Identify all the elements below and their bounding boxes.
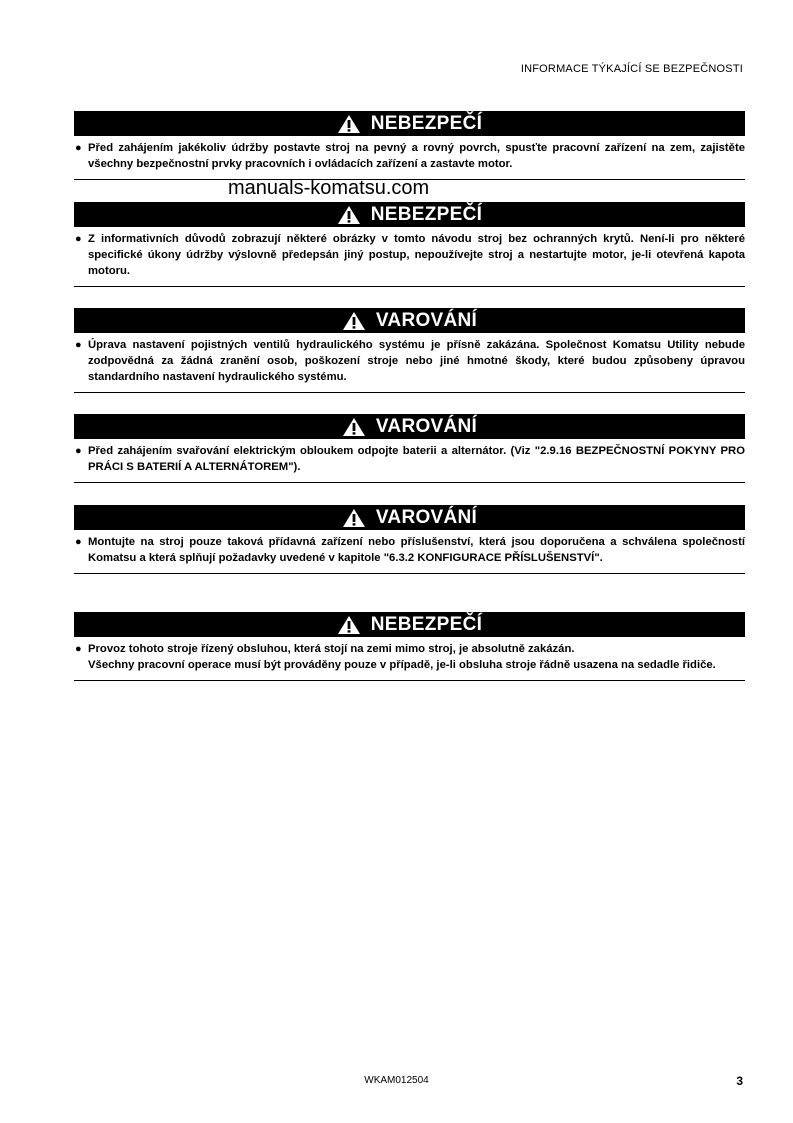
- list-item: [74, 140, 745, 172]
- notice-title: VAROVÁNÍ: [375, 310, 478, 331]
- notice-text: Z informativních důvodů zobrazují některé obrázky v tomto návodu stroj bez ochranných krytů. Není-li pro některé specifické úkony údržby výslovně předepsán jiný postup, nepoužívejte stroj a nestartujte motor, je-li otevřená kapota motoru.: [88, 233, 745, 277]
- notice-title: VAROVÁNÍ: [375, 507, 478, 528]
- notice-text: Montujte na stroj pouze taková přídavná zařízení nebo příslušenství, která jsou doporučena a schválena společností Komatsu a která splňují požadavky uvedené v kapitole "6.3.2 KONFIGURACE PŘÍSLUŠENSTVÍ".: [88, 536, 745, 564]
- bullet-icon: ●: [75, 339, 82, 351]
- warning-triangle-icon: [342, 417, 366, 437]
- safety-notice-warning-3: [74, 505, 745, 574]
- notice-text: Všechny pracovní operace musí být prováděny pouze v případě, je-li obsluha stroje řádně usazena na sedadle řidiče.: [88, 659, 716, 671]
- warning-triangle-icon: [342, 508, 366, 528]
- safety-notice-warning-1: [74, 308, 745, 393]
- document-code: WKAM012504: [364, 1075, 429, 1086]
- running-header: INFORMACE TÝKAJÍCÍ SE BEZPEČNOSTI: [520, 63, 743, 75]
- safety-notice-danger-1: [74, 111, 745, 180]
- warning-triangle-icon: [337, 114, 361, 134]
- notice-text: Úprava nastavení pojistných ventilů hydraulického systému je přísně zakázána. Společnost Komatsu Utility nebude zodpovědná za žádná zranění osob, poškození stroje nebo jiné hmotné škody, které budou způsobeny úpravou standardního nastavení hydraulického systému.: [88, 339, 745, 383]
- notice-header: [74, 414, 745, 439]
- notice-header: [74, 308, 745, 333]
- list-item: [74, 443, 745, 475]
- warning-triangle-icon: [337, 615, 361, 635]
- notice-text: Před zahájením jakékoliv údržby postavte stroj na pevný a rovný povrch, spusťte pracovní zařízení na zem, zajistěte všechny bezpečnostní prvky pracovních i ovládacích zařízení a zastavte motor.: [88, 142, 745, 170]
- notice-title: NEBEZPEČÍ: [370, 113, 483, 134]
- watermark-link[interactable]: manuals-komatsu.com: [228, 177, 430, 199]
- notice-text: Před zahájením svařování elektrickým obloukem odpojte baterii a alternátor. (Viz "2.9.16 BEZPEČNOSTNÍ POKYNY PRO PRÁCI S BATERIÍ A ALTERNÁTOREM").: [88, 445, 745, 473]
- notice-title: NEBEZPEČÍ: [370, 614, 483, 635]
- bullet-icon: ●: [75, 142, 82, 154]
- list-item: [74, 641, 745, 673]
- bullet-icon: ●: [75, 445, 82, 457]
- bullet-icon: ●: [75, 233, 82, 245]
- safety-notice-danger-3: [74, 612, 745, 681]
- notice-title: NEBEZPEČÍ: [370, 204, 483, 225]
- safety-notice-warning-2: [74, 414, 745, 483]
- bullet-icon: ●: [75, 643, 82, 655]
- list-item: [74, 534, 745, 566]
- notice-header: [74, 202, 745, 227]
- notice-text: Provoz tohoto stroje řízený obsluhou, která stojí na zemi mimo stroj, je absolutně zakázán.: [88, 643, 575, 655]
- page-number: 3: [736, 1074, 743, 1088]
- safety-notice-danger-2: [74, 202, 745, 287]
- notice-header: [74, 505, 745, 530]
- notice-header: [74, 612, 745, 637]
- list-item: [74, 337, 745, 385]
- bullet-icon: ●: [75, 536, 82, 548]
- list-item: [74, 231, 745, 279]
- warning-triangle-icon: [342, 311, 366, 331]
- notice-header: [74, 111, 745, 136]
- notice-title: VAROVÁNÍ: [375, 416, 478, 437]
- warning-triangle-icon: [337, 205, 361, 225]
